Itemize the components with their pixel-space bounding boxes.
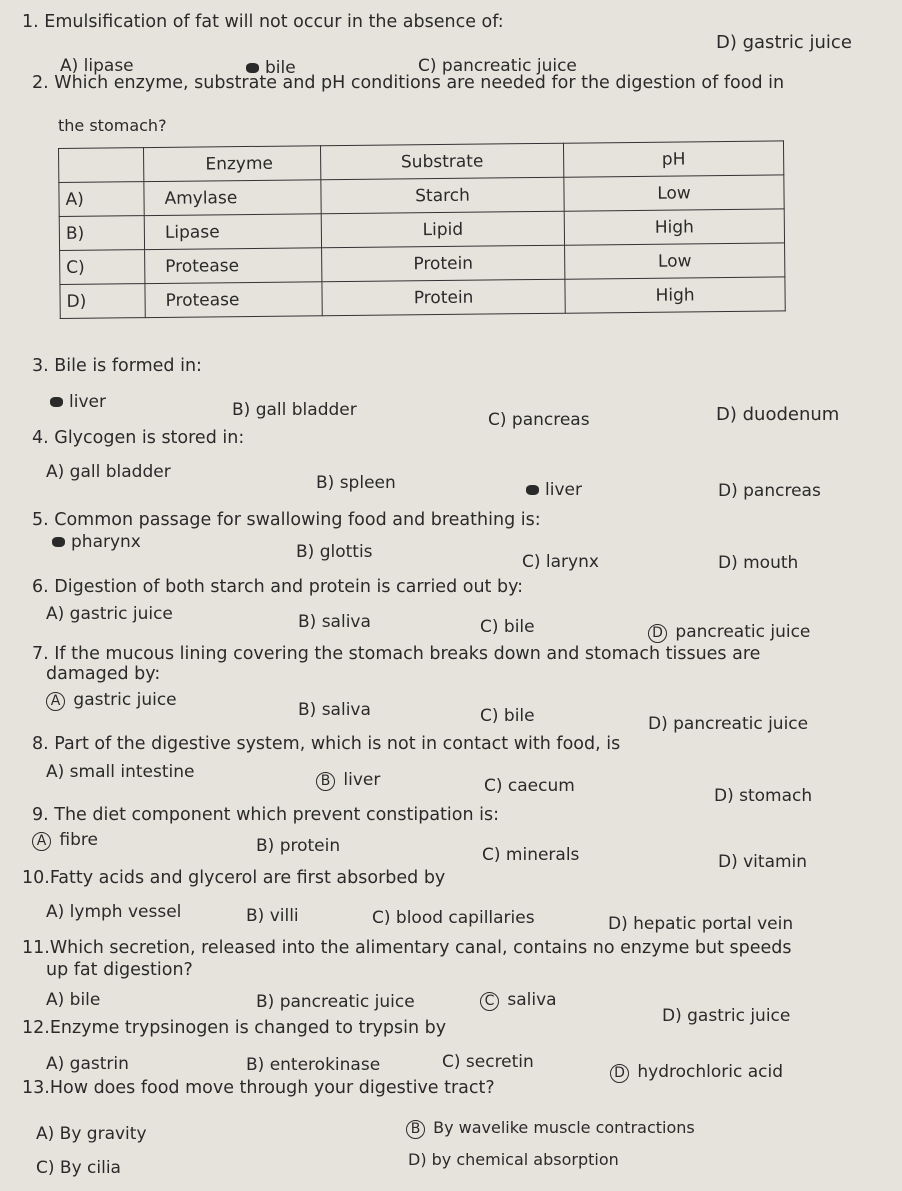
q1-option-c: C) pancreatic juice bbox=[418, 56, 577, 76]
q12-option-d: D hydrochloric acid bbox=[610, 1062, 783, 1083]
table-cell: Protease bbox=[145, 248, 322, 284]
q13-option-d: D) by chemical absorption bbox=[408, 1150, 619, 1169]
q5-option-b: B) glottis bbox=[296, 542, 373, 562]
table-cell: Protease bbox=[145, 282, 322, 318]
q3-option-b: B) gall bladder bbox=[232, 400, 357, 420]
answer-circle-icon: D bbox=[610, 1064, 629, 1083]
answer-mark-icon bbox=[526, 485, 539, 495]
q13-option-b: B By wavelike muscle contractions bbox=[406, 1118, 695, 1139]
q11-option-b: B) pancreatic juice bbox=[256, 992, 415, 1012]
table-row bbox=[60, 277, 785, 319]
table-cell: Low bbox=[565, 243, 785, 279]
answer-circle-icon: D bbox=[648, 624, 667, 643]
q9-option-d: D) vitamin bbox=[718, 852, 808, 872]
question-10-stem: 10.Fatty acids and glycerol are first absorbed by bbox=[22, 868, 446, 888]
q9-option-a: A fibre bbox=[32, 830, 98, 851]
table-cell: Lipase bbox=[144, 214, 321, 250]
q12-option-c: C) secretin bbox=[442, 1052, 534, 1072]
q5-option-d: D) mouth bbox=[718, 553, 799, 573]
q10-option-c: C) blood capillaries bbox=[372, 908, 535, 928]
question-3-stem: 3. Bile is formed in: bbox=[32, 356, 202, 376]
table-cell: Lipid bbox=[321, 211, 564, 248]
q6-option-b: B) saliva bbox=[298, 612, 371, 632]
q3-option-c: C) pancreas bbox=[488, 410, 590, 430]
question-5-stem: 5. Common passage for swallowing food and breathing is: bbox=[32, 510, 541, 530]
table-cell: Protein bbox=[322, 279, 565, 316]
table-header-ph: pH bbox=[563, 141, 783, 177]
answer-mark-icon bbox=[246, 63, 259, 73]
q6-option-a: A) gastric juice bbox=[46, 604, 173, 624]
answer-mark-icon bbox=[52, 537, 65, 547]
question-1-stem: 1. Emulsification of fat will not occur in the absence of: bbox=[22, 12, 504, 32]
question-11-stem-line2: up fat digestion? bbox=[46, 960, 193, 980]
q12-option-a: A) gastrin bbox=[46, 1054, 129, 1074]
question-11-stem-line1: 11.Which secretion, released into the alimentary canal, contains no enzyme but speeds bbox=[22, 938, 792, 958]
question-8-stem: 8. Part of the digestive system, which is not in contact with food, is bbox=[32, 734, 621, 754]
q4-option-d: D) pancreas bbox=[718, 481, 821, 501]
answer-circle-icon: B bbox=[316, 772, 335, 791]
question-2-stem-line2: the stomach? bbox=[58, 116, 167, 135]
table-cell: C) bbox=[60, 250, 145, 285]
q5-option-a: pharynx bbox=[52, 532, 141, 552]
q10-option-a: A) lymph vessel bbox=[46, 902, 182, 922]
q13-option-c: C) By cilia bbox=[36, 1158, 121, 1178]
q4-option-a: A) gall bladder bbox=[46, 462, 171, 482]
q7-option-b: B) saliva bbox=[298, 700, 371, 720]
q11-option-a: A) bile bbox=[46, 990, 101, 1010]
answer-mark-icon bbox=[50, 397, 63, 407]
q7-option-d: D) pancreatic juice bbox=[648, 714, 809, 734]
table-cell: Amylase bbox=[144, 180, 321, 216]
table-header-enzyme: Enzyme bbox=[144, 146, 321, 182]
q1-option-b: bile bbox=[246, 58, 296, 78]
q10-option-d: D) hepatic portal vein bbox=[608, 914, 794, 934]
q4-option-b: B) spleen bbox=[316, 473, 396, 493]
q7-option-c: C) bile bbox=[480, 706, 535, 726]
table-cell: Starch bbox=[321, 177, 564, 214]
q3-option-d: D) duodenum bbox=[716, 404, 840, 425]
question-6-stem: 6. Digestion of both starch and protein is carried out by: bbox=[32, 577, 524, 597]
q3-option-a: liver bbox=[50, 392, 106, 412]
q12-option-b: B) enterokinase bbox=[246, 1055, 381, 1075]
question-13-stem: 13.How does food move through your digestive tract? bbox=[22, 1078, 495, 1098]
answer-circle-icon: B bbox=[406, 1120, 425, 1139]
q13-option-a: A) By gravity bbox=[36, 1124, 147, 1144]
answer-circle-icon: A bbox=[32, 832, 51, 851]
q6-option-c: C) bile bbox=[480, 617, 535, 637]
question-7-stem-line1: 7. If the mucous lining covering the stomach breaks down and stomach tissues are bbox=[32, 644, 761, 664]
q1-option-a: A) lipase bbox=[60, 56, 134, 76]
q8-option-a: A) small intestine bbox=[46, 762, 195, 782]
table-cell: A) bbox=[59, 182, 144, 217]
table-cell: Protein bbox=[322, 245, 565, 282]
question-2-stem-line1: 2. Which enzyme, substrate and pH conditions are needed for the digestion of food in bbox=[32, 73, 785, 93]
table-cell: High bbox=[565, 277, 785, 313]
question-4-stem: 4. Glycogen is stored in: bbox=[32, 428, 245, 448]
enzyme-table bbox=[58, 140, 786, 319]
q5-option-c: C) larynx bbox=[522, 552, 599, 572]
q10-option-b: B) villi bbox=[246, 906, 299, 926]
table-header-cell bbox=[59, 148, 144, 183]
q8-option-c: C) caecum bbox=[484, 776, 575, 796]
answer-circle-icon: C bbox=[480, 992, 499, 1011]
table-cell: High bbox=[564, 209, 784, 245]
q7-option-a: A gastric juice bbox=[46, 690, 177, 711]
q9-option-c: C) minerals bbox=[482, 845, 580, 865]
question-7-stem-line2: damaged by: bbox=[46, 664, 161, 684]
q11-option-d: D) gastric juice bbox=[662, 1006, 791, 1026]
q11-option-c: C saliva bbox=[480, 990, 557, 1011]
q1-option-d: D) gastric juice bbox=[716, 32, 852, 53]
table-header-substrate: Substrate bbox=[320, 143, 563, 180]
table-cell: B) bbox=[59, 216, 144, 251]
q4-option-c: liver bbox=[526, 480, 582, 500]
table-cell: D) bbox=[60, 284, 145, 319]
q8-option-d: D) stomach bbox=[714, 786, 813, 806]
q9-option-b: B) protein bbox=[256, 836, 341, 856]
table-cell: Low bbox=[564, 175, 784, 211]
q6-option-d: D pancreatic juice bbox=[648, 622, 810, 643]
question-9-stem: 9. The diet component which prevent constipation is: bbox=[32, 805, 500, 825]
answer-circle-icon: A bbox=[46, 692, 65, 711]
question-12-stem: 12.Enzyme trypsinogen is changed to trypsin by bbox=[22, 1018, 447, 1038]
q8-option-b: B liver bbox=[316, 770, 380, 791]
